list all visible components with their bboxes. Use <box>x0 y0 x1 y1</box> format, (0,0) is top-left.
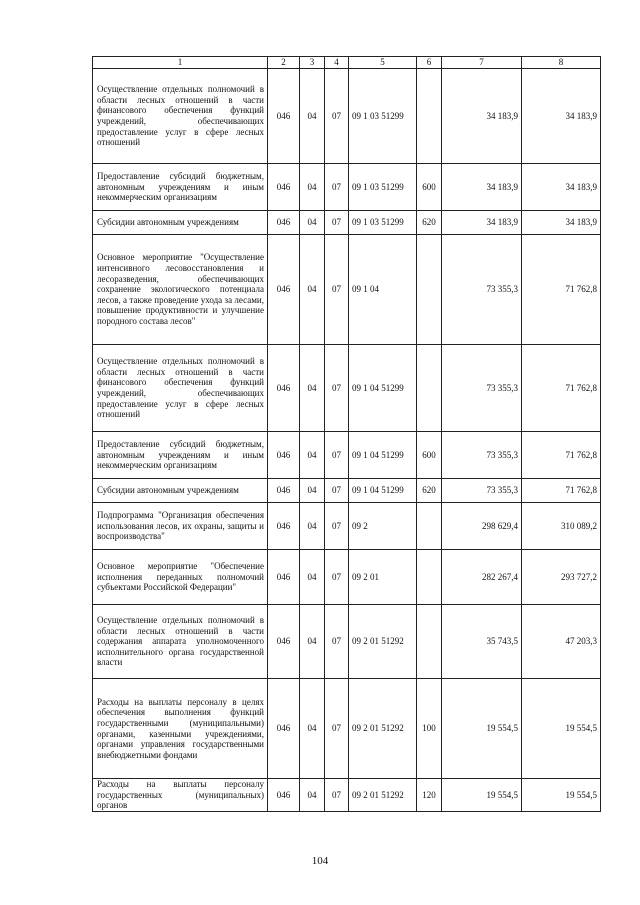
subsection-code: 07 <box>325 432 349 479</box>
row-name: Основное мероприятие "Осуществление интенсивного лесовосстановления и лесоразведения, обеспечивающих сохранение экологического потенциала лесов, а также проведение ухода за лесами, повышение продуктивности и улучшение породного состава лесов" <box>93 235 268 345</box>
section-code: 04 <box>300 503 325 550</box>
ministry-code: 046 <box>268 550 300 605</box>
row-name: Подпрограмма "Организация обеспечения использования лесов, их охраны, защиты и воспроизводства" <box>93 503 268 550</box>
section-code: 04 <box>300 479 325 503</box>
target-article-code: 09 1 03 51299 <box>349 211 417 235</box>
amount-year-1: 19 554,5 <box>442 679 522 779</box>
target-article-code: 09 1 03 51299 <box>349 164 417 211</box>
subsection-code: 07 <box>325 235 349 345</box>
amount-year-2: 47 203,3 <box>522 605 601 679</box>
ministry-code: 046 <box>268 345 300 432</box>
expense-type-code <box>417 345 442 432</box>
table-row <box>93 432 601 479</box>
row-name: Предоставление субсидий бюджетным, автономным учреждениям и иным некоммерческим организациям <box>93 432 268 479</box>
subsection-code: 07 <box>325 211 349 235</box>
target-article-code: 09 2 <box>349 503 417 550</box>
expense-type-code: 620 <box>417 479 442 503</box>
target-article-code: 09 1 04 51299 <box>349 432 417 479</box>
amount-year-1: 282 267,4 <box>442 550 522 605</box>
target-article-code: 09 2 01 51292 <box>349 605 417 679</box>
target-article-code: 09 1 04 <box>349 235 417 345</box>
ministry-code: 046 <box>268 479 300 503</box>
row-name: Субсидии автономным учреждениям <box>93 479 268 503</box>
amount-year-2: 71 762,8 <box>522 345 601 432</box>
amount-year-2: 34 183,9 <box>522 164 601 211</box>
subsection-code: 07 <box>325 164 349 211</box>
column-header: 6 <box>417 57 442 69</box>
subsection-code: 07 <box>325 550 349 605</box>
column-header: 7 <box>442 57 522 69</box>
subsection-code: 07 <box>325 503 349 550</box>
table-row <box>93 164 601 211</box>
amount-year-2: 19 554,5 <box>522 679 601 779</box>
subsection-code: 07 <box>325 345 349 432</box>
table-row <box>93 779 601 812</box>
target-article-code: 09 2 01 51292 <box>349 779 417 812</box>
section-code: 04 <box>300 211 325 235</box>
section-code: 04 <box>300 550 325 605</box>
amount-year-1: 298 629,4 <box>442 503 522 550</box>
expense-type-code: 120 <box>417 779 442 812</box>
row-name: Осуществление отдельных полномочий в области лесных отношений в части финансового обеспечения функций учреждений, обеспечивающих предоставление услуг в сфере лесных отношений <box>93 69 268 164</box>
amount-year-2: 71 762,8 <box>522 479 601 503</box>
target-article-code: 09 1 04 51299 <box>349 345 417 432</box>
row-name: Осуществление отдельных полномочий в области лесных отношений в части содержания аппарата уполномоченного исполнительного органа государственной власти <box>93 605 268 679</box>
table-row <box>93 503 601 550</box>
column-header: 8 <box>522 57 601 69</box>
ministry-code: 046 <box>268 503 300 550</box>
expense-type-code <box>417 503 442 550</box>
table-row <box>93 479 601 503</box>
section-code: 04 <box>300 164 325 211</box>
amount-year-1: 73 355,3 <box>442 479 522 503</box>
expense-type-code <box>417 605 442 679</box>
subsection-code: 07 <box>325 479 349 503</box>
row-name: Осуществление отдельных полномочий в области лесных отношений в части финансового обеспечения функций учреждений, обеспечивающих предоставление услуг в сфере лесных отношений <box>93 345 268 432</box>
amount-year-1: 73 355,3 <box>442 235 522 345</box>
amount-year-1: 73 355,3 <box>442 432 522 479</box>
ministry-code: 046 <box>268 235 300 345</box>
ministry-code: 046 <box>268 211 300 235</box>
table-row <box>93 69 601 164</box>
section-code: 04 <box>300 69 325 164</box>
table-row <box>93 345 601 432</box>
table-row <box>93 235 601 345</box>
amount-year-1: 34 183,9 <box>442 164 522 211</box>
column-header: 4 <box>325 57 349 69</box>
table-header-row <box>93 57 601 69</box>
amount-year-2: 293 727,2 <box>522 550 601 605</box>
row-name: Основное мероприятие "Обеспечение исполнения переданных полномочий субъектами Российской Федерации" <box>93 550 268 605</box>
table-row <box>93 550 601 605</box>
page-number: 104 <box>311 855 329 867</box>
amount-year-1: 19 554,5 <box>442 779 522 812</box>
ministry-code: 046 <box>268 679 300 779</box>
subsection-code: 07 <box>325 69 349 164</box>
section-code: 04 <box>300 432 325 479</box>
amount-year-1: 34 183,9 <box>442 69 522 164</box>
column-header: 2 <box>268 57 300 69</box>
subsection-code: 07 <box>325 679 349 779</box>
column-header: 3 <box>300 57 325 69</box>
subsection-code: 07 <box>325 779 349 812</box>
ministry-code: 046 <box>268 69 300 164</box>
subsection-code: 07 <box>325 605 349 679</box>
expense-type-code <box>417 550 442 605</box>
amount-year-2: 34 183,9 <box>522 69 601 164</box>
row-name: Субсидии автономным учреждениям <box>93 211 268 235</box>
table-row <box>93 679 601 779</box>
row-name: Предоставление субсидий бюджетным, автономным учреждениям и иным некоммерческим организациям <box>93 164 268 211</box>
expense-type-code <box>417 235 442 345</box>
amount-year-2: 310 089,2 <box>522 503 601 550</box>
table-row <box>93 605 601 679</box>
section-code: 04 <box>300 235 325 345</box>
row-name: Расходы на выплаты персоналу государственных (муниципальных) органов <box>93 779 268 812</box>
amount-year-1: 73 355,3 <box>442 345 522 432</box>
target-article-code: 09 2 01 <box>349 550 417 605</box>
target-article-code: 09 2 01 51292 <box>349 679 417 779</box>
ministry-code: 046 <box>268 164 300 211</box>
section-code: 04 <box>300 605 325 679</box>
column-header: 5 <box>349 57 417 69</box>
amount-year-2: 34 183,9 <box>522 211 601 235</box>
target-article-code: 09 1 04 51299 <box>349 479 417 503</box>
expense-type-code: 100 <box>417 679 442 779</box>
expense-type-code: 620 <box>417 211 442 235</box>
expense-type-code <box>417 69 442 164</box>
expense-type-code: 600 <box>417 164 442 211</box>
amount-year-2: 19 554,5 <box>522 779 601 812</box>
ministry-code: 046 <box>268 432 300 479</box>
amount-year-2: 71 762,8 <box>522 432 601 479</box>
amount-year-2: 71 762,8 <box>522 235 601 345</box>
column-header: 1 <box>93 57 268 69</box>
ministry-code: 046 <box>268 605 300 679</box>
table-row <box>93 211 601 235</box>
section-code: 04 <box>300 779 325 812</box>
section-code: 04 <box>300 345 325 432</box>
expense-type-code: 600 <box>417 432 442 479</box>
section-code: 04 <box>300 679 325 779</box>
budget-table <box>92 56 601 812</box>
target-article-code: 09 1 03 51299 <box>349 69 417 164</box>
row-name: Расходы на выплаты персоналу в целях обеспечения выполнения функций государственными (муниципальными) органами, казенными учреждениями, органами управления государственными внебюджетными фондами <box>93 679 268 779</box>
amount-year-1: 35 743,5 <box>442 605 522 679</box>
ministry-code: 046 <box>268 779 300 812</box>
amount-year-1: 34 183,9 <box>442 211 522 235</box>
